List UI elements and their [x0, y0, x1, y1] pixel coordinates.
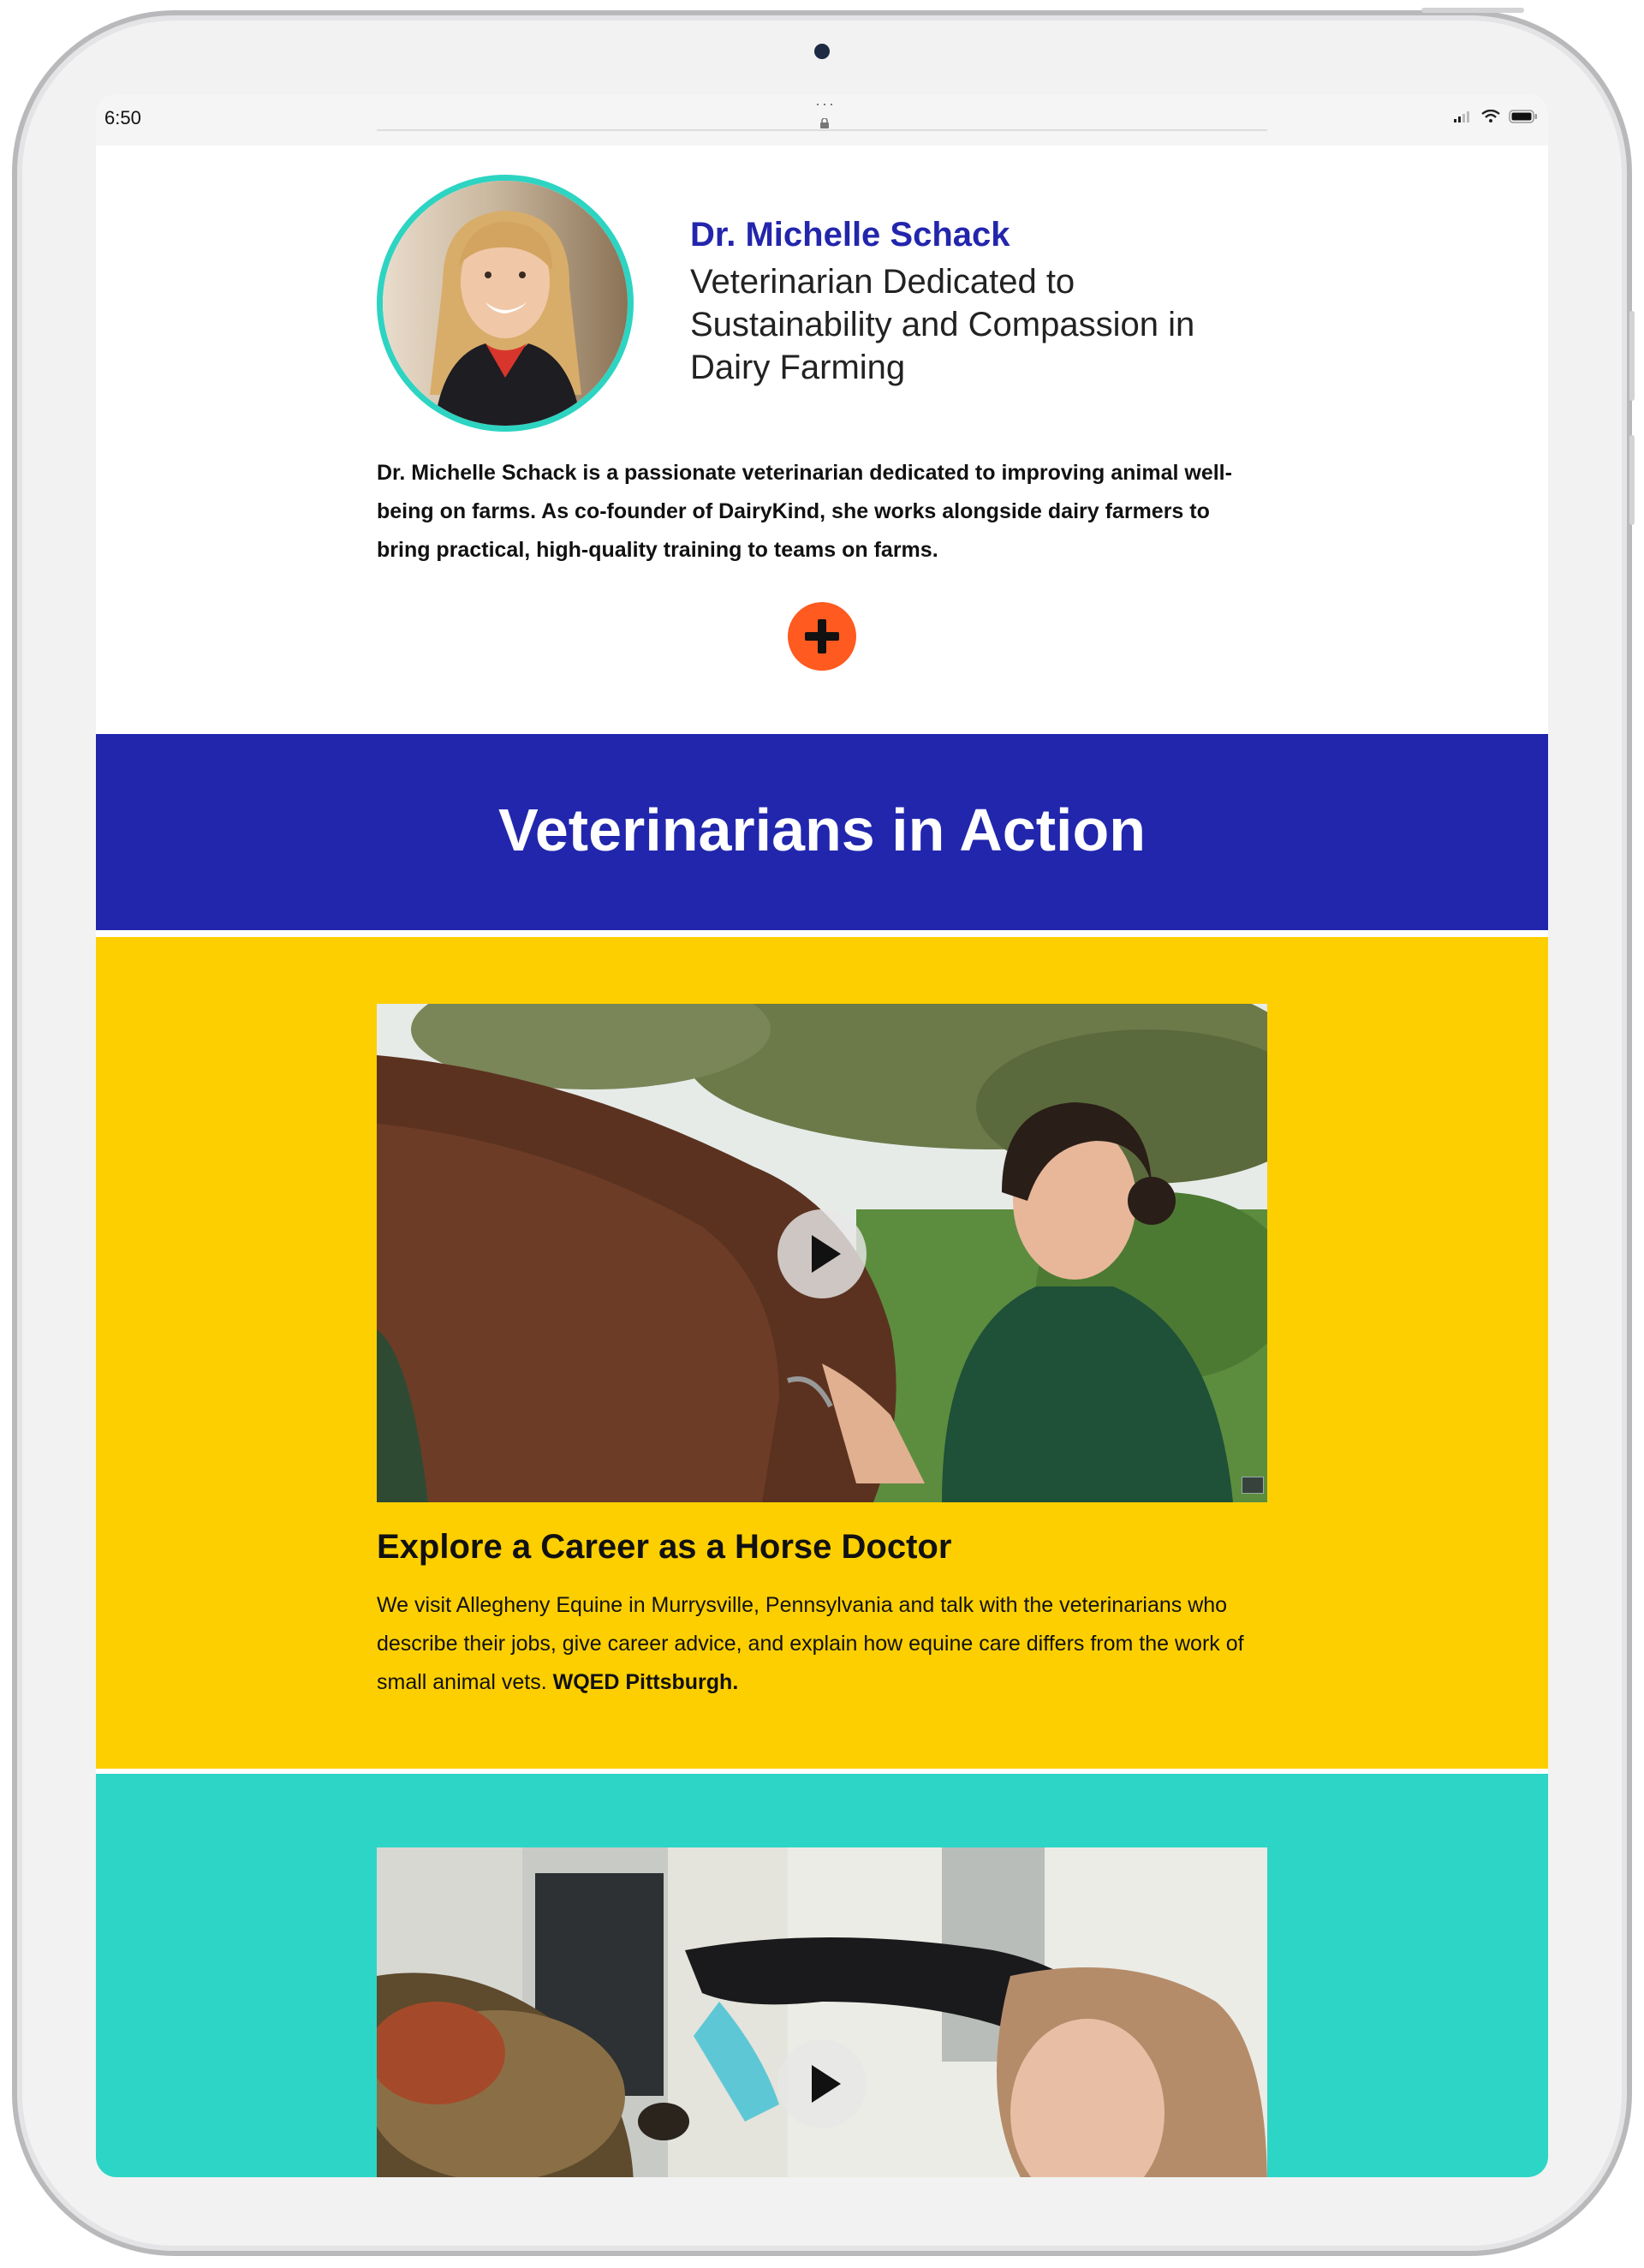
video-card: [96, 937, 1548, 1769]
tablet-screen: [96, 94, 1548, 2177]
portrait-image: [383, 181, 628, 426]
address-bar-divider: [377, 129, 1267, 131]
front-camera: [814, 44, 830, 59]
battery-icon: [1509, 110, 1538, 123]
play-icon: [777, 1209, 867, 1298]
expand-bio-button[interactable]: [788, 602, 856, 671]
bio-description: Dr. Michelle Schack is a passionate veterinarian dedicated to improving animal well-being on farms. As co-founder of DairyKind, she works alongside dairy farmers to bring practical, high-quality training to teams on farms.: [377, 461, 1232, 562]
lock-icon: [819, 118, 831, 128]
wifi-icon: [1481, 110, 1500, 123]
side-button-lower: [1629, 435, 1635, 525]
video-title: Explore a Career as a Horse Doctor: [377, 1528, 952, 1566]
video-card-2: [96, 1774, 1548, 2177]
side-button: [1629, 311, 1635, 401]
video-player[interactable]: [377, 1004, 1267, 1502]
play-button[interactable]: [777, 1209, 867, 1298]
section-title: Veterinarians in Action: [498, 797, 1146, 863]
video-player-2[interactable]: [377, 1847, 1267, 2177]
bio-section: [96, 146, 1548, 734]
section-banner: [96, 734, 1548, 930]
status-bar: [96, 94, 1548, 146]
plus-icon: [788, 602, 856, 671]
video-description-text: We visit Allegheny Equine in Murrysville, Pennsylvania and talk with the veterinarians who describe their jobs, give career advice, and explain how equine care differs from the work of small animal vets.: [377, 1593, 1244, 1694]
bio-name: Dr. Michelle Schack: [690, 216, 1010, 254]
watermark-logo: [1242, 1477, 1264, 1494]
play-button-2[interactable]: [777, 2039, 867, 2128]
cellular-signal-icon: [1454, 110, 1473, 122]
volume-button: [1421, 8, 1524, 13]
status-time: 6:50: [104, 107, 141, 128]
video-source: WQED Pittsburgh.: [552, 1670, 739, 1694]
portrait-avatar: [377, 175, 634, 432]
status-icons: [1454, 110, 1538, 123]
multitasking-dots-icon[interactable]: ···: [815, 95, 836, 112]
play-icon: [777, 2039, 867, 2128]
video-description: [377, 1586, 1267, 1702]
bio-title: Veterinarian Dedicated to Sustainability and Compassion in Dairy Farming: [690, 263, 1195, 386]
